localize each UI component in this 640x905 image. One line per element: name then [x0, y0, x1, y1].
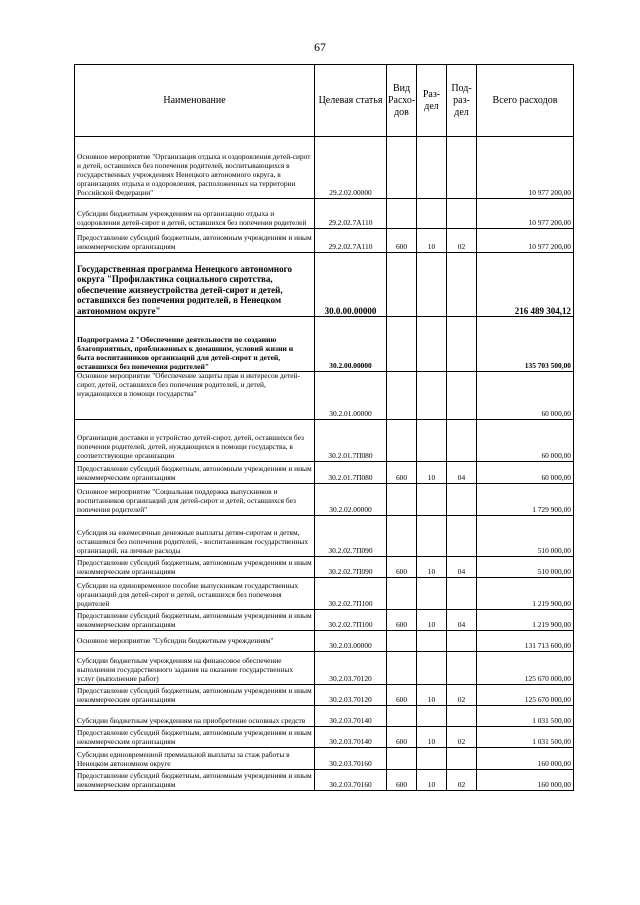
row-section	[417, 317, 447, 372]
row-name: Субсидии бюджетным учреждениям на организацию отдыха и оздоровления детей-сирот и детей, оставшихся без попечения родителей	[75, 199, 315, 229]
row-code: 30.2.02.7П100	[315, 578, 387, 610]
row-section	[417, 137, 447, 199]
row-name: Подпрограмма 2 "Обеспечение деятельности по созданию благоприятных, приближенных к домашним, условий жизни и быта воспитанников организаций для детей-сирот и детей, оставшихся без попечения родителей"	[75, 317, 315, 372]
row-type: 600	[387, 770, 417, 791]
row-type	[387, 199, 417, 229]
row-subsection	[447, 253, 477, 317]
row-section: 10	[417, 770, 447, 791]
table-row	[75, 685, 574, 706]
row-subsection	[447, 706, 477, 727]
row-type	[387, 253, 417, 317]
row-name: Основное мероприятие "Организация отдыха и оздоровления детей-сирот и детей, оставшихся без попечения родителей, воспитывающихся в государственных учреждениях Ненецкого автономного округа, в организациях отдыха и оздоровления, расположенных на территории Российской Федерации"	[75, 137, 315, 199]
row-type	[387, 578, 417, 610]
row-section	[417, 199, 447, 229]
row-type	[387, 652, 417, 685]
row-subsection: 02	[447, 770, 477, 791]
row-subsection	[447, 484, 477, 516]
row-type	[387, 516, 417, 557]
row-type	[387, 137, 417, 199]
table-row	[75, 462, 574, 484]
table-row-program	[75, 253, 574, 317]
row-code: 30.2.02.7П090	[315, 557, 387, 578]
table-row	[75, 199, 574, 229]
table-row	[75, 484, 574, 516]
row-subsection	[447, 317, 477, 372]
header-expense-type: Вид Расхо-дов	[387, 65, 417, 137]
row-total: 160 000,00	[477, 748, 574, 770]
row-code: 30.2.03.70160	[315, 748, 387, 770]
row-section	[417, 748, 447, 770]
table-header-row	[75, 65, 574, 137]
table-row	[75, 652, 574, 685]
row-name: Субсидии бюджетным учреждениям на приобретение основных средств	[75, 706, 315, 727]
row-name: Предоставление субсидий бюджетным, автономным учреждениям и иным некоммерческим организациям	[75, 229, 315, 253]
row-type: 600	[387, 462, 417, 484]
row-name: Субсидии единовременной премиальной выплаты за стаж работы в Ненецком автономном округе	[75, 748, 315, 770]
table-row	[75, 578, 574, 610]
row-code: 30.0.00.00000	[315, 253, 387, 317]
table-row	[75, 557, 574, 578]
table-row	[75, 610, 574, 631]
row-total: 10 977 200,00	[477, 199, 574, 229]
row-section	[417, 420, 447, 462]
row-code: 29.2.02.7А110	[315, 229, 387, 253]
row-section	[417, 484, 447, 516]
row-code: 30.2.01.7П080	[315, 420, 387, 462]
row-code: 30.2.03.00000	[315, 631, 387, 652]
row-name: Основное мероприятие "Субсидии бюджетным учреждениям"	[75, 631, 315, 652]
row-name: Предоставление субсидий бюджетным, автономным учреждениям и иным некоммерческим организациям	[75, 557, 315, 578]
table-row	[75, 516, 574, 557]
row-code: 30.2.01.00000	[315, 372, 387, 420]
row-section	[417, 578, 447, 610]
row-subsection	[447, 372, 477, 420]
row-total: 60 000,00	[477, 462, 574, 484]
row-total: 1 219 900,00	[477, 578, 574, 610]
row-name: Предоставление субсидий бюджетным, автономным учреждениям и иным некоммерческим организациям	[75, 727, 315, 748]
row-total: 160 000,00	[477, 770, 574, 791]
row-subsection	[447, 137, 477, 199]
table-row	[75, 420, 574, 462]
row-subsection: 02	[447, 229, 477, 253]
row-code: 30.2.02.7П100	[315, 610, 387, 631]
row-subsection	[447, 578, 477, 610]
row-section: 10	[417, 685, 447, 706]
row-section: 10	[417, 557, 447, 578]
header-total-expenses: Всего расходов	[477, 65, 574, 137]
row-total: 125 670 000,00	[477, 685, 574, 706]
table-row-subprogram	[75, 317, 574, 372]
row-total: 60 000,00	[477, 372, 574, 420]
row-total: 1 219 900,00	[477, 610, 574, 631]
header-name: Наименование	[75, 65, 315, 137]
row-subsection	[447, 199, 477, 229]
table-row	[75, 229, 574, 253]
row-code: 30.2.03.70120	[315, 685, 387, 706]
row-type	[387, 706, 417, 727]
table-row	[75, 372, 574, 420]
row-code: 29.2.02.00000	[315, 137, 387, 199]
page-number: 67	[314, 40, 326, 54]
row-subsection	[447, 420, 477, 462]
row-section: 10	[417, 229, 447, 253]
row-total: 216 489 304,12	[477, 253, 574, 317]
budget-table	[74, 64, 574, 791]
row-total: 1 031 500,00	[477, 727, 574, 748]
row-section	[417, 706, 447, 727]
row-type	[387, 317, 417, 372]
row-code: 30.2.03.70140	[315, 706, 387, 727]
table-row	[75, 706, 574, 727]
table-row	[75, 631, 574, 652]
row-code: 30.2.03.70160	[315, 770, 387, 791]
row-type: 600	[387, 727, 417, 748]
row-type	[387, 748, 417, 770]
row-code: 30.2.03.70140	[315, 727, 387, 748]
table-row	[75, 770, 574, 791]
row-name: Субсидия на ежемесячные денежные выплаты детям-сиротам и детям, оставшимся без попечения родителей, - воспитанникам государственных организаций, на личные расходы	[75, 516, 315, 557]
row-subsection: 02	[447, 727, 477, 748]
row-section	[417, 652, 447, 685]
row-section	[417, 372, 447, 420]
row-name: Предоставление субсидий бюджетным, автономным учреждениям и иным некоммерческим организациям	[75, 685, 315, 706]
header-section: Раз-дел	[417, 65, 447, 137]
row-type	[387, 372, 417, 420]
row-type	[387, 484, 417, 516]
row-total: 510 000,00	[477, 516, 574, 557]
row-total: 60 000,00	[477, 420, 574, 462]
row-name: Субсидии бюджетным учреждениям на финансовое обеспечение выполнения государственного задания на оказание государственных услуг (выполнение работ)	[75, 652, 315, 685]
row-section: 10	[417, 610, 447, 631]
row-subsection: 04	[447, 462, 477, 484]
row-subsection	[447, 652, 477, 685]
row-section	[417, 516, 447, 557]
row-subsection: 02	[447, 685, 477, 706]
row-type	[387, 420, 417, 462]
row-code: 29.2.02.7А110	[315, 199, 387, 229]
row-total: 510 000,00	[477, 557, 574, 578]
row-total: 1 729 900,00	[477, 484, 574, 516]
header-target-article: Целевая статья	[315, 65, 387, 137]
row-subsection	[447, 516, 477, 557]
row-total: 131 713 600,00	[477, 631, 574, 652]
table-row	[75, 748, 574, 770]
table-row	[75, 137, 574, 199]
row-total: 10 977 200,00	[477, 137, 574, 199]
row-code: 30.2.02.7П090	[315, 516, 387, 557]
row-subsection: 04	[447, 557, 477, 578]
row-name: Основное мероприятие "Социальная поддержка выпускников и воспитанников организаций для детей-сирот и детей, оставшихся без попечения родителей"	[75, 484, 315, 516]
header-subsection: Под-раз-дел	[447, 65, 477, 137]
row-section: 10	[417, 727, 447, 748]
row-name: Субсидии на единовременное пособие выпускникам государственных организаций для детей-сирот и детей, оставшихся без попечения родителей	[75, 578, 315, 610]
row-type	[387, 631, 417, 652]
row-total: 10 977 200,00	[477, 229, 574, 253]
row-total: 125 670 000,00	[477, 652, 574, 685]
row-total: 135 703 500,00	[477, 317, 574, 372]
row-name: Предоставление субсидий бюджетным, автономным учреждениям и иным некоммерческим организациям	[75, 462, 315, 484]
row-type: 600	[387, 685, 417, 706]
row-code: 30.2.02.00000	[315, 484, 387, 516]
row-section	[417, 631, 447, 652]
row-name: Предоставление субсидий бюджетным, автономным учреждениям и иным некоммерческим организациям	[75, 770, 315, 791]
row-subsection	[447, 631, 477, 652]
row-type: 600	[387, 557, 417, 578]
row-name: Предоставление субсидий бюджетным, автономным учреждениям и иным некоммерческим организациям	[75, 610, 315, 631]
row-code: 30.2.00.00000	[315, 317, 387, 372]
row-name: Государственная программа Ненецкого автономного округа "Профилактика социального сиротства, обеспечение жизнеустройства детей-сирот и детей, оставшихся без попечения родителей, в Ненецком автономном округе"	[75, 253, 315, 317]
row-subsection	[447, 748, 477, 770]
row-code: 30.2.01.7П080	[315, 462, 387, 484]
row-section	[417, 253, 447, 317]
row-subsection: 04	[447, 610, 477, 631]
row-name: Основное мероприятие "Обеспечение защиты прав и интересов детей-сирот, детей, оставшихся без попечения родителей, и детей, нуждающихся в помощи государства"	[75, 372, 315, 420]
row-type: 600	[387, 229, 417, 253]
row-total: 1 031 500,00	[477, 706, 574, 727]
row-code: 30.2.03.70120	[315, 652, 387, 685]
table-row	[75, 727, 574, 748]
row-type: 600	[387, 610, 417, 631]
row-name: Организация доставки и устройство детей-сирот, детей, оставшихся без попечения родителей, детей, нуждающихся в помощи государства, в соответствующие организации	[75, 420, 315, 462]
row-section: 10	[417, 462, 447, 484]
